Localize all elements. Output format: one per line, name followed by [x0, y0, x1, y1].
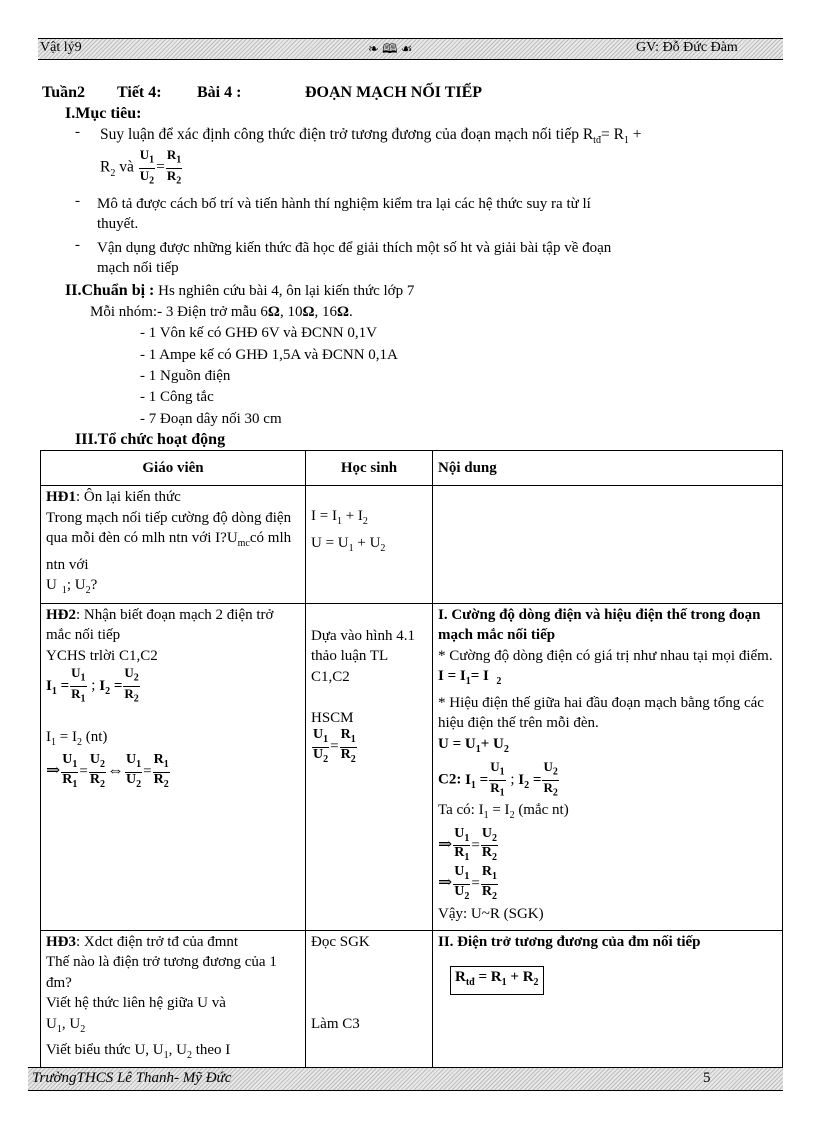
page-header [38, 38, 783, 60]
lesson-title: ĐOẠN MẠCH NỐI TIẾP [305, 84, 483, 101]
week: Tuần2 [42, 84, 85, 101]
teacher-label: GV: Đỗ Đức Đàm [636, 40, 738, 55]
prep-item: - 7 Đoạn dây nối 30 cm [140, 411, 282, 427]
objective-3-cont: mạch nối tiếp [97, 260, 179, 276]
objective-2: Mô tả được cách bố trí và tiến hành thí nghiệm kiểm tra lại các hệ thức suy ra từ lí [97, 196, 591, 212]
objectives-heading: I.Mục tiêu: [65, 105, 142, 122]
table-row [41, 486, 783, 604]
school-name: TrườngTHCS Lê Thanh- Mỹ Đức [32, 1070, 232, 1086]
hd2-student: Dựa vào hình 4.1 thảo luận TL C1,C2 HSCM $\frac{U_1}{U_2}$ = $\frac{R_1}{R_2}$ [306, 603, 433, 930]
preparation-heading: II.Chuẩn bị : Hs nghiên cứu bài 4, ôn lại kiến thức lớp 7 [65, 282, 415, 299]
table-row [41, 930, 783, 1068]
hd2-teacher: HĐ2: Nhận biết đoạn mạch 2 điện trở mắc nối tiếp YCHS trlời C1,C2 $I_1$ = $\frac{U_1}{R_1}$ ; $I_2$ = $\frac{U_2}{R_2}$ $I_1 = I_2$ (nt) ⇒ $\frac{U_1}{R_1}$ = $\frac{U_2}{R_2}$ ⇔ $\frac{U_1}{U_2}$ = $\frac{R_1}{R_2}$ [41, 603, 306, 930]
objective-1: Suy luận để xác định công thức điện trở tương đương của đoạn mạch nối tiếp $R_{tđ}= R_1$ + [100, 126, 642, 147]
subject-label: Vật lý9 [40, 40, 82, 55]
hd1-content [433, 486, 783, 604]
preparation-group: Mỗi nhóm:- 3 Điện trở mẫu 6Ω, 10Ω, 16Ω. [90, 304, 353, 320]
activities-table [40, 450, 783, 1069]
col-content: Nội dung [433, 451, 783, 486]
hd2-content: I. Cường độ dòng điện và hiệu điện thế trong đoạn mạch mắc nối tiếp * Cường độ dòng điện có giá trị như nhau tại mọi điểm. $I = I_1= I$ $_2$ * Hiệu điện thế giữa hai đầu đoạn mạch bằng tổng các hiệu điện thế trên mỗi đèn. $U = U_1+ U_2$ C2: $I_1$ = $\frac{U_1}{R_1}$ ; $I_2$ = $\frac{U_2}{R_2}$ Ta có: $I_1 = I_2$ (mắc nt) ⇒ $\frac{U_1}{R_1}$ = $\frac{U_2}{R_2}$ ⇒ $\frac{U_1}{U_2}$ = $\frac{R_1}{R_2}$ Vậy: U~R (SGK) [433, 603, 783, 930]
prep-item: - 1 Nguồn điện [140, 368, 231, 384]
lesson-heading [42, 83, 483, 103]
page-footer [28, 1067, 783, 1091]
activities-heading: III.Tổ chức hoạt động [75, 431, 226, 448]
objective-2-cont: thuyết. [97, 216, 139, 232]
hd3-teacher: HĐ3: Xdct điện trở tđ của đmnt Thế nào là điện trở tương đương của 1 đm? Viết hệ thức liên hệ giữa U và $U_1$, $U_2$ Viết biểu thức U, $U_1$, $U_2$ theo I [41, 930, 306, 1068]
table-header-row [41, 451, 783, 486]
objective-1-cont: $R_2$ và $\frac{U_1}{U_2}$ = $\frac{R_1}{R_2}$ [100, 147, 182, 187]
ornament-icon: ❧ 🕮 ☙ [368, 41, 413, 56]
equivalent-resistance-formula: $R_{tđ} = R_1 + R_2$ [450, 966, 544, 995]
fraction-u1-u2: $\frac{U_1}{U_2}$ [139, 147, 155, 187]
table-row [41, 603, 783, 930]
hd1-teacher: HĐ1: Ôn lại kiến thức Trong mạch nối tiếp cường độ dòng điện qua mỗi đèn có mlh ntn với $I?U_{mc}có$ mlh ntn với U $_1$; $U_2$? [41, 486, 306, 604]
fraction-r1-r2: $\frac{R_1}{R_2}$ [166, 147, 182, 187]
prep-item: - 1 Ampe kế có GHĐ 1,5A và ĐCNN 0,1A [140, 347, 398, 363]
hd3-content: II. Điện trở tương đương của đm nối tiếp $R_{tđ} = R_1 + R_2$ [433, 930, 783, 1068]
page-number: 5 [703, 1070, 711, 1086]
objective-3: Vận dụng được những kiến thức đã học để giải thích một số ht và giải bài tập về đoạn [97, 240, 612, 256]
hd1-student: $I = I_1 + I_2$ $U = U_1 + U_2$ [306, 486, 433, 604]
col-student: Học sinh [306, 451, 433, 486]
col-teacher: Giáo viên [41, 451, 306, 486]
lesson-number: Bài 4 : [197, 84, 242, 101]
bullet-dash: - [75, 124, 80, 140]
prep-item: - 1 Vôn kế có GHĐ 6V và ĐCNN 0,1V [140, 325, 377, 341]
prep-item: - 1 Công tắc [140, 389, 214, 405]
period: Tiết 4: [117, 84, 162, 101]
hd3-student: Đọc SGK Làm C3 [306, 930, 433, 1068]
